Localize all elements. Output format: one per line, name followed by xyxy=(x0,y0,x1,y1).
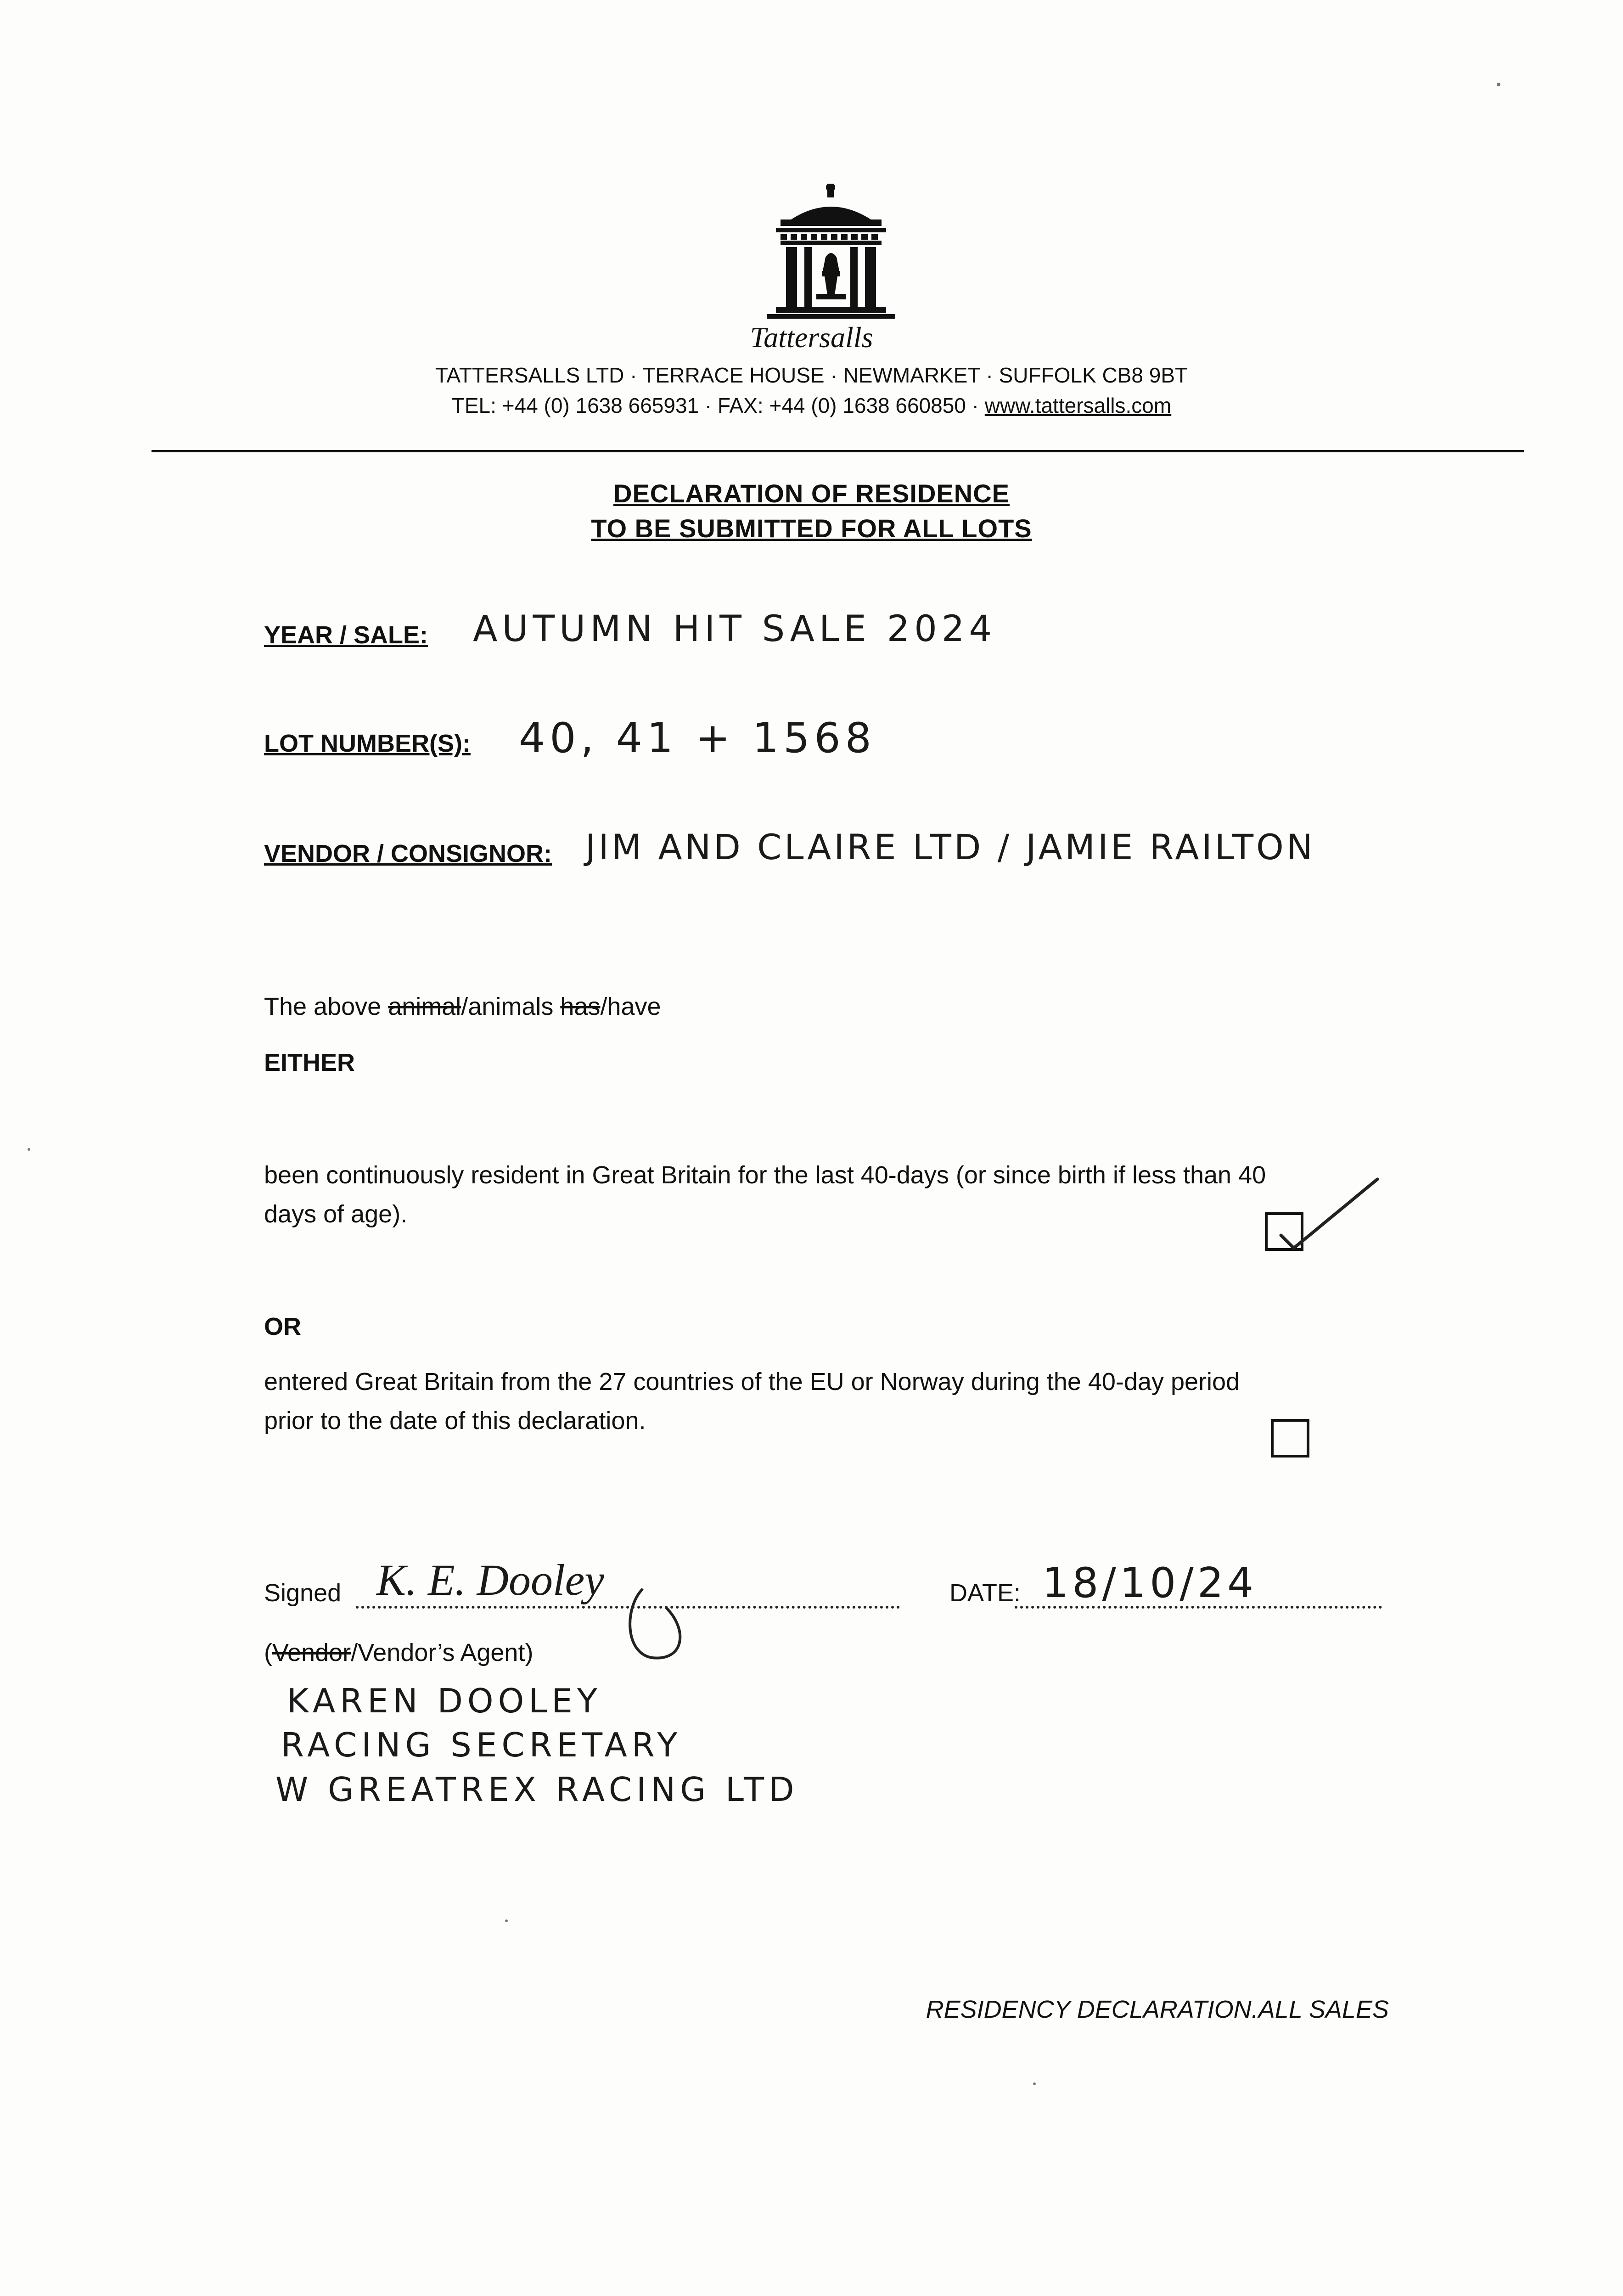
scan-speck xyxy=(505,1919,508,1922)
struck-has: has xyxy=(560,993,601,1020)
year-sale-value: AUTUMN HIT SALE 2024 xyxy=(473,608,997,650)
lot-numbers-label: LOT NUMBER(S): xyxy=(264,730,471,757)
scan-speck xyxy=(28,1148,30,1151)
handwritten-signature: K. E. Dooley xyxy=(376,1555,604,1604)
either-heading: EITHER xyxy=(264,1049,355,1076)
signatory-role xyxy=(264,1632,533,1673)
signatory-title: RACING SECRETARY xyxy=(281,1726,682,1764)
signatory-name: KAREN DOOLEY xyxy=(287,1682,602,1720)
date-label: DATE: xyxy=(949,1579,1021,1607)
option-2-checkbox[interactable] xyxy=(1271,1419,1309,1458)
company-address: TATTERSALLS LTD · TERRACE HOUSE · NEWMARKET · SUFFOLK CB8 9BT xyxy=(435,363,1188,387)
intro-middle: /animals xyxy=(461,993,561,1020)
struck-animal: animal xyxy=(388,993,461,1020)
statement-intro xyxy=(264,986,661,1027)
date-value: 18/10/24 xyxy=(1042,1559,1258,1607)
option-2-text-line-1: entered Great Britain from the 27 countries of the EU or Norway during the 40-day period xyxy=(264,1368,1240,1396)
tattersalls-script-logo: Tattersalls xyxy=(750,321,873,354)
website-link[interactable]: www.tattersalls.com xyxy=(984,394,1172,417)
signed-label: Signed xyxy=(264,1579,342,1607)
intro-suffix: /have xyxy=(600,993,661,1020)
or-heading: OR xyxy=(264,1313,301,1340)
header-divider xyxy=(152,450,1524,452)
document-title-line-1: DECLARATION OF RESIDENCE xyxy=(613,479,1010,508)
contact-phone-fax: TEL: +44 (0) 1638 665931 · FAX: +44 (0) 1638 660850 · xyxy=(451,394,985,417)
checkmark-icon xyxy=(1267,1166,1387,1258)
role-rest: /Vendor’s Agent) xyxy=(351,1639,534,1666)
vendor-consignor-label: VENDOR / CONSIGNOR: xyxy=(264,840,552,867)
form-reference: RESIDENCY DECLARATION.ALL SALES xyxy=(926,1996,1389,2023)
scan-speck xyxy=(1497,83,1500,86)
signatory-company: W GREATREX RACING LTD xyxy=(275,1770,799,1809)
document-title-line-2: TO BE SUBMITTED FOR ALL LOTS xyxy=(591,514,1032,543)
option-1-text-line-2: days of age). xyxy=(264,1200,408,1228)
option-1-text-line-1: been continuously resident in Great Britain for the last 40-days (or since birth if less than 40 xyxy=(264,1161,1266,1189)
tattersalls-rotunda-logo-icon xyxy=(762,184,900,326)
lot-numbers-value: 40, 41 + 1568 xyxy=(519,714,876,762)
company-contact xyxy=(0,393,1623,418)
role-open-paren: ( xyxy=(264,1639,272,1666)
year-sale-label: YEAR / SALE: xyxy=(264,621,428,649)
struck-vendor: Vendor xyxy=(272,1639,351,1666)
intro-prefix: The above xyxy=(264,993,388,1020)
signature-flourish-icon xyxy=(615,1580,698,1667)
vendor-consignor-value: JIM AND CLAIRE LTD / JAMIE RAILTON xyxy=(585,827,1315,867)
scan-speck xyxy=(1033,2082,1036,2085)
option-2-text-line-2: prior to the date of this declaration. xyxy=(264,1407,646,1435)
